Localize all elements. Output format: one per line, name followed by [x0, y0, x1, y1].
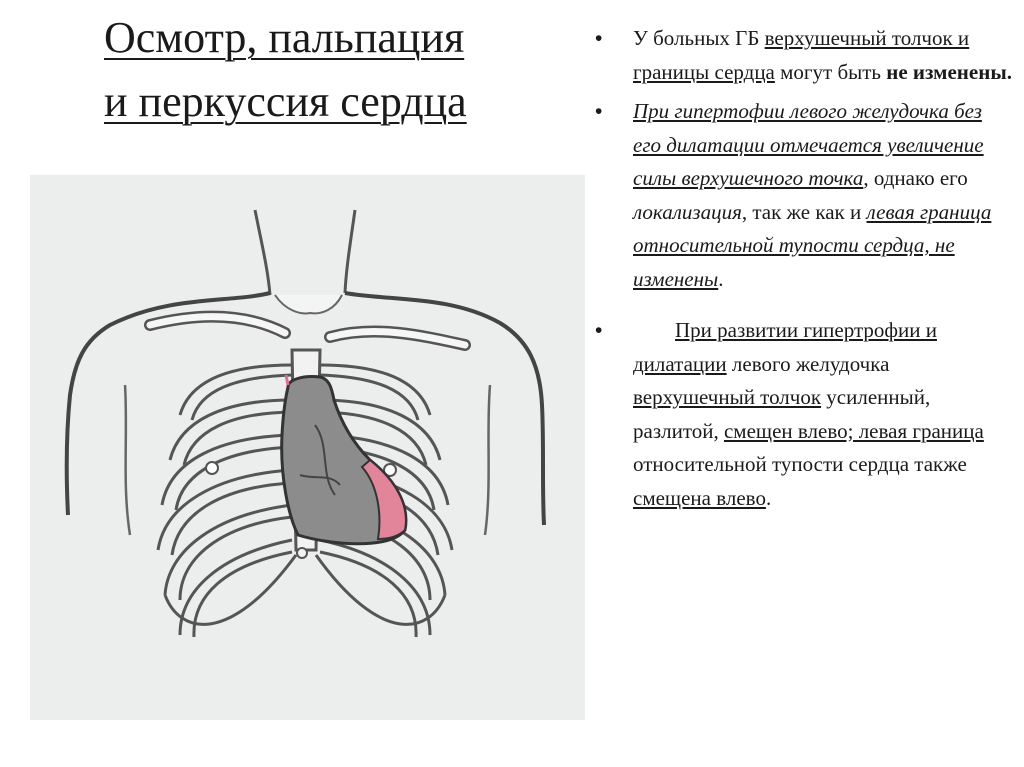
bullet-item-2: • При гипертофии левого желудочка без его дилатации отмечается увеличение силы верхушечного точка, однако его локализация, так же как и левая граница относительной тупости сердца, не изменены.	[593, 95, 1013, 296]
left-nipple	[206, 462, 218, 474]
bullet-list	[593, 22, 1013, 521]
xiphoid	[297, 548, 307, 558]
slide-title	[104, 6, 544, 134]
heart-upper-mark	[286, 375, 288, 385]
bullet-item-1: • У больных ГБ верхушечный толчок и границы сердца могут быть не изменены.	[593, 22, 1013, 89]
title-line-2: и перкуссия сердца	[104, 77, 467, 126]
title-line-1: Осмотр, пальпация	[104, 13, 465, 62]
chest-heart-illustration	[30, 175, 585, 720]
bullet-item-3: • При развитии гипертрофии и дилатации левого желудочка верхушечный толчок усиленный, разлитой, смещен влево; левая граница относительной тупости сердца также смещена влево.	[593, 314, 1013, 515]
